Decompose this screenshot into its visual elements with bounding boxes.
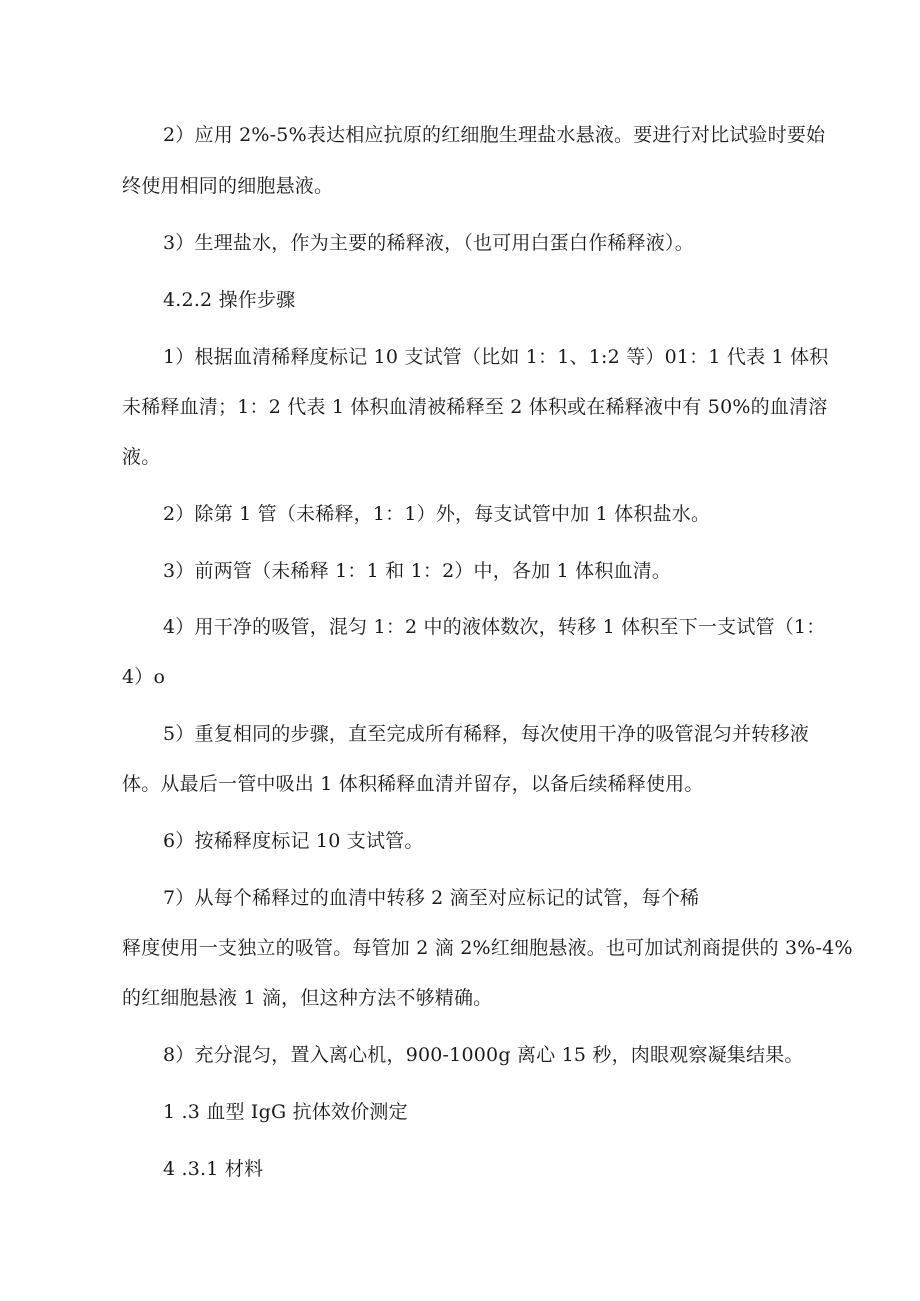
paragraph-saline: 3）生理盐水，作为主要的稀释液，（也可用白蛋白作稀释液）。 <box>163 232 694 254</box>
step-4-line-2: 4）o <box>122 666 166 688</box>
step-4-line-1: 4）用干净的吸管，混匀 1：2 中的液体数次，转移 1 体积至下一支试管（1： <box>163 616 826 638</box>
step-7-line-2: 释度使用一支独立的吸管。每管加 2 滴 2%红细胞悬液。也可加试剂商提供的 3%-4% <box>122 937 853 959</box>
paragraph-reagent-cells-line-2: 终使用相同的细胞悬液。 <box>122 175 334 197</box>
section-heading-materials: 4 .3.1 材料 <box>163 1158 264 1180</box>
section-heading-procedure: 4.2.2 操作步骤 <box>163 289 296 311</box>
step-8: 8）充分混匀，置入离心机，900-1000g 离心 15 秒，肉眼观察凝集结果。 <box>163 1044 804 1066</box>
step-5-line-2: 体。从最后一管中吸出 1 体积稀释血清并留存，以备后续稀释使用。 <box>122 773 704 795</box>
step-6: 6）按稀释度标记 10 支试管。 <box>163 830 424 852</box>
step-1-line-2: 未稀释血清；1：2 代表 1 体积血清被稀释至 2 体积或在稀释液中有 50%的血清溶 <box>122 396 828 418</box>
step-1-line-3: 液。 <box>122 446 161 468</box>
paragraph-reagent-cells-line-1: 2）应用 2%-5%表达相应抗原的红细胞生理盐水悬液。要进行对比试验时要始 <box>163 124 826 146</box>
step-7-line-3: 的红细胞悬液 1 滴，但这种方法不够精确。 <box>122 987 493 1009</box>
step-5-line-1: 5）重复相同的步骤，直至完成所有稀释，每次使用干净的吸管混匀并转移液 <box>163 723 809 745</box>
section-heading-igg-titer: 1 .3 血型 IgG 抗体效价测定 <box>163 1101 408 1123</box>
step-2: 2）除第 1 管（未稀释，1：1）外，每支试管中加 1 体积盐水。 <box>163 503 711 525</box>
step-1-line-1: 1）根据血清稀释度标记 10 支试管（比如 1：1、1:2 等）01：1 代表 1 体积 <box>163 346 829 368</box>
step-3: 3）前两管（未稀释 1：1 和 1：2）中，各加 1 体积血清。 <box>163 560 672 582</box>
step-7-line-1: 7）从每个稀释过的血清中转移 2 滴至对应标记的试管，每个稀 <box>163 887 700 909</box>
